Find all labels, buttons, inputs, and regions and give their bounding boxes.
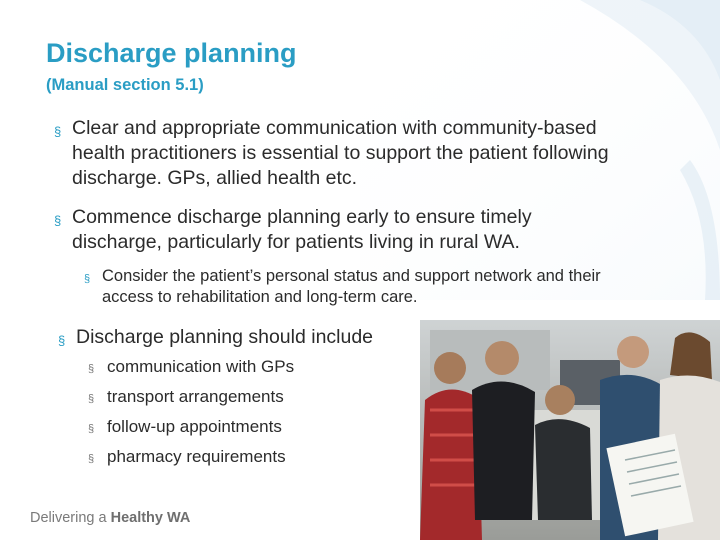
list-item — [88, 386, 408, 416]
list-item-text: pharmacy requirements — [107, 447, 286, 466]
bullet-icon: § — [88, 393, 95, 405]
bullet-icon: § — [88, 423, 95, 435]
slide-title: Discharge planning — [46, 38, 297, 68]
bullet-text: Clear and appropriate communication with community-based health practitioners is essential to support the patient following discharge. GPs, allied health etc. — [72, 117, 609, 189]
bullet-communication — [54, 116, 614, 191]
list-item — [88, 446, 408, 476]
include-list — [88, 356, 408, 476]
bullet-text: Consider the patient’s personal status and support network and their access to rehabilitation and long-term care. — [102, 267, 601, 306]
bullet-icon: § — [84, 273, 91, 285]
list-item-text: follow-up appointments — [107, 417, 282, 436]
footer-branding — [30, 510, 190, 526]
sub-bullet-consider-status — [84, 266, 644, 308]
bullet-text: Discharge planning should include — [76, 326, 374, 348]
bullet-should-include — [58, 325, 438, 350]
group-photo — [420, 320, 720, 540]
slide-subtitle: (Manual section 5.1) — [46, 76, 204, 94]
bullet-text: Commence discharge planning early to ensure timely discharge, particularly for patients living in rural WA. — [72, 206, 532, 253]
list-item-text: communication with GPs — [107, 357, 295, 376]
bullet-icon: § — [88, 363, 95, 375]
footer-brand: Healthy WA — [110, 510, 191, 526]
bullet-icon: § — [54, 124, 62, 139]
footer-prefix: Delivering a — [30, 510, 111, 526]
bullet-icon: § — [88, 453, 95, 465]
bullet-commence-early — [54, 205, 614, 255]
bullet-icon: § — [58, 333, 66, 348]
bullet-icon: § — [54, 213, 62, 228]
list-item — [88, 356, 408, 386]
list-item-text: transport arrangements — [107, 387, 284, 406]
list-item — [88, 416, 408, 446]
